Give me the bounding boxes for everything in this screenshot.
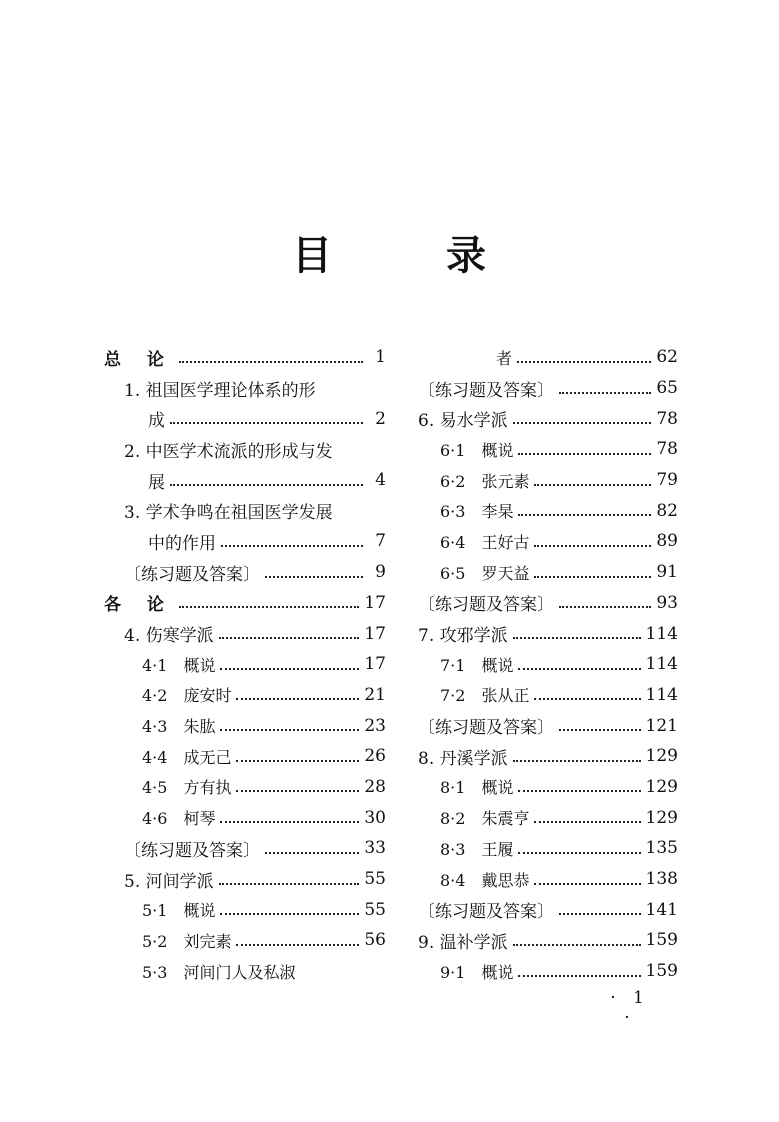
- toc-entry-label: 总 论: [104, 349, 174, 370]
- toc-entry-page: 129: [645, 807, 678, 828]
- toc-entry-label: 〔练习题及答案〕: [418, 595, 554, 616]
- dot-leader: [236, 943, 359, 946]
- toc-entry-page: 114: [645, 684, 678, 705]
- toc-entry-label: 各 论: [104, 595, 174, 616]
- toc-entry-page: 17: [364, 623, 386, 644]
- toc-entry[interactable]: [418, 833, 678, 864]
- dot-leader: [170, 483, 363, 486]
- toc-entry-page: 2: [375, 408, 386, 429]
- toc-entry[interactable]: [104, 894, 386, 925]
- page-number: · 1 ·: [610, 988, 650, 1028]
- toc-entry[interactable]: [418, 649, 678, 680]
- dot-leader: [518, 789, 640, 792]
- page-title: [0, 224, 779, 284]
- toc-entry-page: 55: [364, 899, 386, 920]
- toc-entry-page: 62: [656, 347, 678, 368]
- toc-entry-page: 55: [364, 869, 386, 890]
- toc-entry-label: 2. 中医学术流派的形成与发: [124, 441, 333, 462]
- toc-entry-label: 4·2 庞安时: [142, 686, 232, 706]
- dot-leader: [219, 882, 360, 885]
- dot-leader: [559, 605, 651, 608]
- toc-entry-label: 8. 丹溪学派: [418, 748, 508, 769]
- toc-entry-page: 78: [656, 439, 678, 460]
- toc-entry[interactable]: [418, 680, 678, 711]
- toc-entry[interactable]: [104, 649, 386, 680]
- toc-entry-page: 138: [645, 869, 678, 890]
- toc-entry[interactable]: [104, 925, 386, 956]
- toc-entry-label: 6·3 李杲: [440, 502, 514, 522]
- toc-entry-label: 7. 攻邪学派: [418, 626, 508, 647]
- toc-entry-label: 6·5 罗天益: [440, 563, 530, 583]
- toc-entry[interactable]: [104, 465, 386, 496]
- dot-leader: [220, 728, 359, 731]
- toc-entry-label: 〔练习题及答案〕: [418, 380, 554, 401]
- dot-leader: [559, 728, 641, 731]
- dot-leader: [513, 943, 641, 946]
- toc-entry-label: 5. 河间学派: [124, 871, 214, 892]
- toc-entry-label: 8·2 朱震亨: [440, 809, 530, 829]
- toc-entry[interactable]: [104, 741, 386, 772]
- toc-entry[interactable]: [418, 588, 678, 619]
- dot-leader: [220, 667, 359, 670]
- toc-entry[interactable]: [104, 802, 386, 833]
- toc-entry-page: 4: [375, 470, 386, 491]
- toc-entry-page: 129: [645, 746, 678, 767]
- toc-entry-label: 4·1 概说: [142, 655, 216, 675]
- toc-entry-label: 4·5 方有执: [142, 778, 232, 798]
- toc-entry-page: 33: [364, 838, 386, 859]
- dot-leader: [179, 360, 363, 363]
- toc-entry-label: 5·2 刘完素: [142, 931, 232, 951]
- dot-leader: [236, 789, 359, 792]
- toc-entry-page: 159: [645, 961, 678, 982]
- dot-leader: [513, 759, 641, 762]
- toc-entry[interactable]: [418, 526, 678, 557]
- toc-entry-page: 56: [364, 930, 386, 951]
- toc-entry-page: 79: [656, 470, 678, 491]
- dot-leader: [518, 667, 640, 670]
- dot-leader: [220, 912, 359, 915]
- toc-entry-label: 成: [148, 411, 165, 432]
- toc-entry-page: 17: [364, 592, 386, 613]
- dot-leader: [518, 851, 640, 854]
- toc-entry-label: 6·4 王好古: [440, 532, 530, 552]
- title-char-1: 目: [292, 233, 334, 279]
- dot-leader: [179, 605, 359, 608]
- toc-entry[interactable]: [104, 833, 386, 864]
- dot-leader: [220, 820, 359, 823]
- toc-left-column: [104, 342, 386, 986]
- toc-entry-page: 9: [375, 562, 386, 583]
- toc-entry-page: 114: [645, 654, 678, 675]
- toc-entry-page: 82: [656, 500, 678, 521]
- dot-leader: [534, 820, 640, 823]
- toc-entry[interactable]: [104, 588, 386, 619]
- toc-entry-label: 〔练习题及答案〕: [124, 840, 260, 861]
- toc-entry-page: 129: [645, 776, 678, 797]
- dot-leader: [265, 851, 359, 854]
- toc-entry-page: 114: [645, 623, 678, 644]
- dot-leader: [513, 636, 641, 639]
- toc-entry-page: 135: [645, 838, 678, 859]
- toc-entry-label: 9. 温补学派: [418, 932, 508, 953]
- dot-leader: [170, 421, 363, 424]
- toc-entry-label: 6·1 概说: [440, 440, 514, 460]
- dot-leader: [265, 575, 363, 578]
- toc-entry-label: 5·1 概说: [142, 901, 216, 921]
- toc-entry-page: 91: [656, 562, 678, 583]
- toc-entry-label: 〔练习题及答案〕: [124, 564, 260, 585]
- toc-entry-label: 6. 易水学派: [418, 411, 508, 432]
- dot-leader: [221, 544, 363, 547]
- toc-entry-page: 89: [656, 531, 678, 552]
- dot-leader: [517, 360, 651, 363]
- toc-entry-page: 30: [364, 807, 386, 828]
- toc-entry-page: 93: [656, 592, 678, 613]
- toc-entry-label: 5·3 河间门人及私淑: [142, 962, 296, 982]
- toc-right-column: [418, 342, 678, 986]
- dot-leader: [236, 759, 359, 762]
- toc-entry-label: 4·3 朱肱: [142, 717, 216, 737]
- toc-entry[interactable]: [104, 342, 386, 373]
- toc-entry-label: 6·2 张元素: [440, 471, 530, 491]
- toc-entry-page: 7: [375, 531, 386, 552]
- toc-entry-page: 28: [364, 776, 386, 797]
- dot-leader: [534, 697, 640, 700]
- toc-entry[interactable]: [418, 894, 678, 925]
- dot-leader: [518, 513, 651, 516]
- toc-entry[interactable]: [104, 710, 386, 741]
- toc-entry[interactable]: [104, 680, 386, 711]
- toc-entry-label: 3. 学术争鸣在祖国医学发展: [124, 503, 333, 524]
- toc-entry-page: 1: [375, 347, 386, 368]
- toc-entry-page: 26: [364, 746, 386, 767]
- toc-entry[interactable]: [104, 772, 386, 803]
- toc-entry-label: 〔练习题及答案〕: [418, 902, 554, 923]
- dot-leader: [513, 421, 652, 424]
- toc-entry-page: 141: [645, 899, 678, 920]
- toc-entry-label: 8·3 王履: [440, 839, 514, 859]
- toc-entry[interactable]: [418, 772, 678, 803]
- toc-entry[interactable]: [104, 434, 386, 465]
- dot-leader: [534, 575, 651, 578]
- dot-leader: [559, 391, 651, 394]
- toc-entry-label: 9·1 概说: [440, 962, 514, 982]
- toc-entry-label: 4·4 成无己: [142, 747, 232, 767]
- toc-entry[interactable]: [418, 956, 678, 987]
- toc-entry-label: 4·6 柯琴: [142, 809, 216, 829]
- toc-entry[interactable]: [104, 403, 386, 434]
- toc-entry[interactable]: [418, 741, 678, 772]
- dot-leader: [518, 974, 640, 977]
- toc-entry-label: 者: [496, 348, 513, 368]
- toc-entry[interactable]: [104, 618, 386, 649]
- toc-entry-label: 中的作用: [148, 533, 216, 554]
- toc-entry[interactable]: [104, 956, 386, 987]
- dot-leader: [236, 697, 359, 700]
- toc-entry[interactable]: [104, 495, 386, 526]
- toc-entry-label: 〔练习题及答案〕: [418, 718, 554, 739]
- toc-entry-page: 23: [364, 715, 386, 736]
- toc-entry[interactable]: [418, 373, 678, 404]
- toc-entry[interactable]: [418, 925, 678, 956]
- toc-entry-label: 1. 祖国医学理论体系的形: [124, 380, 316, 401]
- toc-entry-page: 159: [645, 930, 678, 951]
- toc-entry[interactable]: [418, 495, 678, 526]
- toc-entry-label: 7·1 概说: [440, 655, 514, 675]
- toc-entry[interactable]: [104, 864, 386, 895]
- toc-entry[interactable]: [418, 864, 678, 895]
- toc-entry-page: 121: [645, 715, 678, 736]
- toc-entry-label: 4. 伤寒学派: [124, 626, 214, 647]
- toc-entry[interactable]: [418, 802, 678, 833]
- toc-entry-label: 展: [148, 472, 165, 493]
- toc-entry[interactable]: [104, 526, 386, 557]
- title-char-2: 录: [446, 233, 488, 279]
- toc-entry[interactable]: [418, 434, 678, 465]
- dot-leader: [559, 912, 641, 915]
- toc-entry[interactable]: [104, 373, 386, 404]
- toc-entry[interactable]: [418, 710, 678, 741]
- dot-leader: [219, 636, 360, 639]
- dot-leader: [534, 882, 640, 885]
- dot-leader: [534, 544, 651, 547]
- toc-entry[interactable]: [418, 403, 678, 434]
- dot-leader: [518, 452, 651, 455]
- toc-entry-label: 8·1 概说: [440, 778, 514, 798]
- toc-entry[interactable]: [104, 557, 386, 588]
- toc-entry-page: 21: [364, 684, 386, 705]
- toc-entry[interactable]: [418, 618, 678, 649]
- toc-entry[interactable]: [418, 465, 678, 496]
- toc-entry-label: 8·4 戴思恭: [440, 870, 530, 890]
- toc-entry-page: 17: [364, 654, 386, 675]
- toc-entry-page: 65: [656, 378, 678, 399]
- toc-entry-label: 7·2 张从正: [440, 686, 530, 706]
- toc-entry[interactable]: [418, 557, 678, 588]
- toc-entry[interactable]: [418, 342, 678, 373]
- dot-leader: [534, 483, 651, 486]
- toc-entry-page: 78: [656, 408, 678, 429]
